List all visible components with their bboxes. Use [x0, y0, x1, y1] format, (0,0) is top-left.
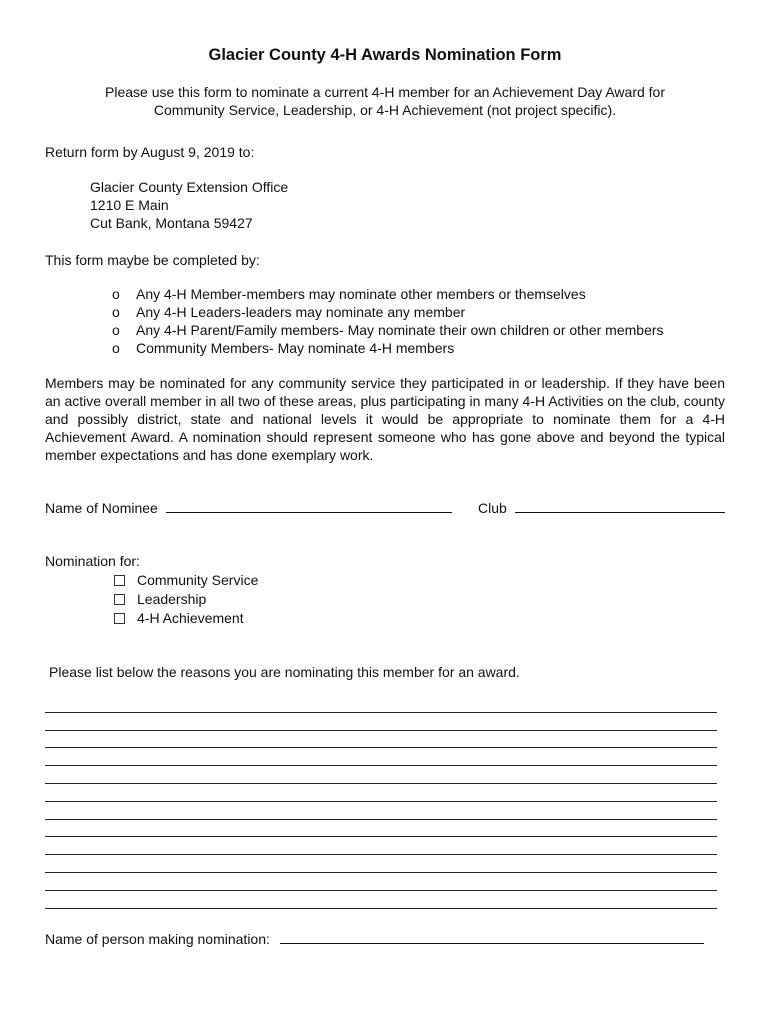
mailing-address	[90, 178, 288, 232]
bullet-marker: o	[112, 286, 120, 302]
list-item: o Any 4-H Parent/Family members- May nominate their own children or other members	[112, 322, 664, 338]
club-label: Club	[478, 500, 507, 516]
bullet-marker: o	[112, 304, 120, 320]
reason-line[interactable]	[45, 731, 717, 749]
nominator-name-input[interactable]	[280, 931, 704, 944]
reason-line[interactable]	[45, 713, 717, 731]
option-community-service[interactable]: Community Service	[112, 571, 258, 590]
list-item: o Any 4-H Leaders-leaders may nominate any member	[112, 304, 466, 320]
nominee-field	[45, 499, 452, 517]
reason-line[interactable]	[45, 873, 717, 891]
list-item: o Community Members- May nominate 4-H members	[112, 340, 455, 356]
reasons-text-area[interactable]	[45, 695, 717, 909]
nominee-name-input[interactable]	[166, 500, 452, 513]
reason-line[interactable]	[45, 695, 717, 713]
reason-line[interactable]	[45, 766, 717, 784]
option-leadership[interactable]: Leadership	[112, 590, 258, 609]
club-input[interactable]	[515, 500, 725, 513]
bullet-marker: o	[112, 340, 120, 356]
reason-line[interactable]	[45, 855, 717, 873]
checkbox-community-service[interactable]	[114, 575, 125, 586]
reason-line[interactable]	[45, 837, 717, 855]
reason-line[interactable]	[45, 891, 717, 909]
nomination-for-label: Nomination for:	[45, 553, 140, 569]
completed-by-heading: This form maybe be completed by:	[45, 252, 260, 268]
address-line-1: Glacier County Extension Office	[90, 179, 289, 195]
page-title: Glacier County 4-H Awards Nomination Form	[208, 46, 562, 64]
bullet-marker: o	[112, 322, 120, 338]
reason-line[interactable]	[45, 802, 717, 820]
intro-text: Please use this form to nominate a current 4-H member for an Achievement Day Award for Community Service, Leadership, or 4-H Achievement (not project specific).	[105, 84, 665, 118]
nominator-label: Name of person making nomination:	[45, 931, 270, 947]
nominator-field	[45, 930, 704, 948]
return-instructions: Return form by August 9, 2019 to:	[45, 144, 255, 160]
reasons-label: Please list below the reasons you are nominating this member for an award.	[49, 664, 520, 680]
eligibility-description: Members may be nominated for any community service they participated in or leadership. If they have been an active overall member in all two of these areas, plus participating in many 4-H Activities on the club, county and possibly district, state and national levels it would be appropriate to nominate them for a 4-H Achievement Award. A nomination should represent someone who has gone above and beyond the typical member expectations and has done exemplary work.	[45, 375, 725, 463]
option-4h-achievement[interactable]: 4-H Achievement	[112, 609, 258, 628]
club-field	[478, 499, 725, 517]
reason-line[interactable]	[45, 820, 717, 838]
completed-by-list	[112, 285, 664, 357]
reason-line[interactable]	[45, 748, 717, 766]
checkbox-4h-achievement[interactable]	[114, 613, 125, 624]
address-line-2: 1210 E Main	[90, 197, 169, 213]
address-line-3: Cut Bank, Montana 59427	[90, 215, 253, 231]
nominee-label: Name of Nominee	[45, 500, 158, 516]
reason-line[interactable]	[45, 784, 717, 802]
list-item: o Any 4-H Member-members may nominate other members or themselves	[112, 286, 586, 302]
nomination-options	[112, 571, 258, 628]
checkbox-leadership[interactable]	[114, 594, 125, 605]
